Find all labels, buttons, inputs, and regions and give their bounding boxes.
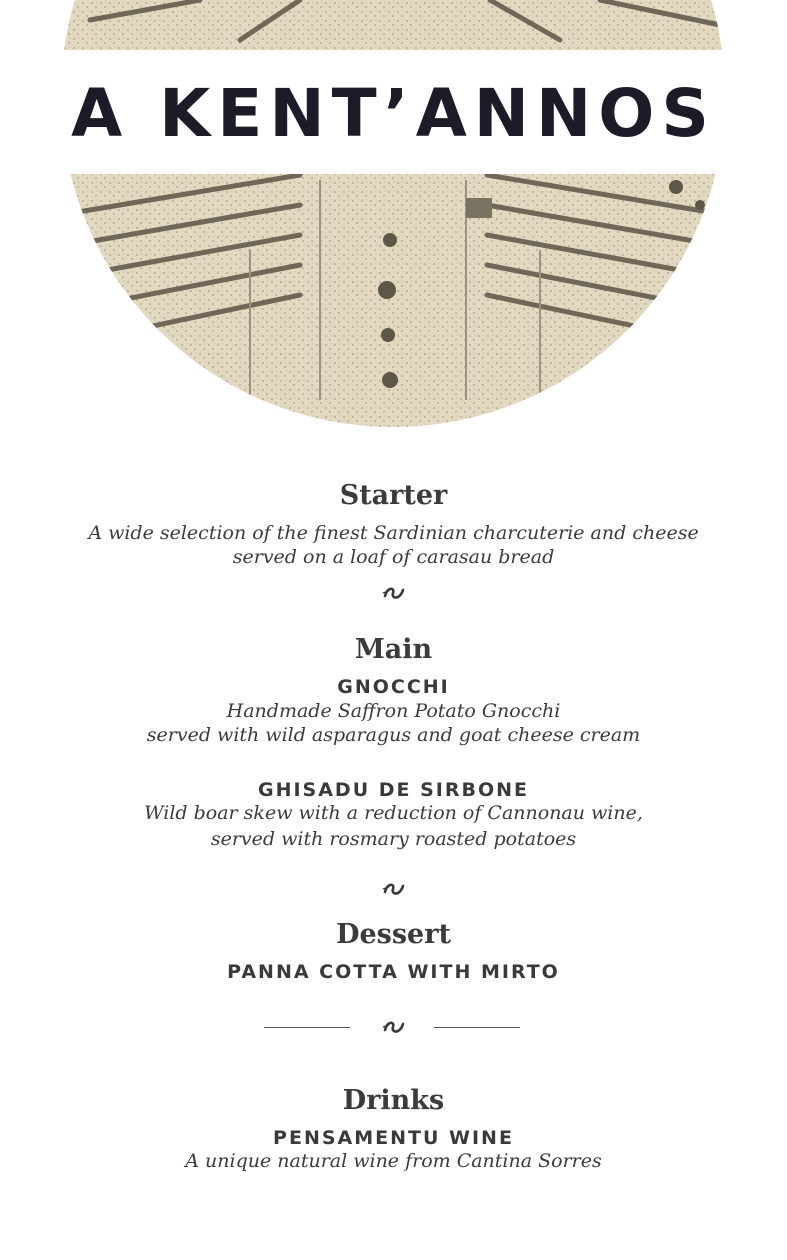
drink-name: PENSAMENTU WINE (273, 1127, 514, 1149)
dessert-title: Dessert (336, 919, 451, 950)
dish-name: GNOCCHI (337, 676, 450, 698)
dessert-name: PANNA COTTA WITH MIRTO (227, 961, 560, 983)
dish-desc-line1: Wild boar skew with a reduction of Cannonau wine, (144, 802, 643, 824)
dish-desc-line2: served with wild asparagus and goat cheese cream (146, 724, 641, 746)
drinks-title: Drinks (342, 1085, 445, 1116)
divider-left (264, 1027, 350, 1028)
s-swash-icon (381, 584, 407, 602)
s-swash-icon (381, 1018, 407, 1036)
starter-desc-line1: A wide selection of the finest Sardinian charcuterie and cheese (88, 522, 699, 544)
dish-desc-line1: Handmade Saffron Potato Gnocchi (226, 700, 561, 722)
dish-desc-line2: served with rosmary roasted potatoes (210, 828, 577, 850)
starter-title: Starter (339, 480, 448, 511)
starter-desc-line2: served on a loaf of carasau bread (232, 546, 555, 568)
s-swash-icon (381, 880, 407, 898)
restaurant-name: A KENT’ANNOS (71, 75, 716, 152)
divider-right (434, 1027, 520, 1028)
dish-name: GHISADU DE SIRBONE (257, 779, 530, 801)
main-title: Main (354, 634, 433, 665)
hero-stone-image (0, 0, 787, 430)
drink-desc: A unique natural wine from Cantina Sorres (185, 1150, 602, 1172)
